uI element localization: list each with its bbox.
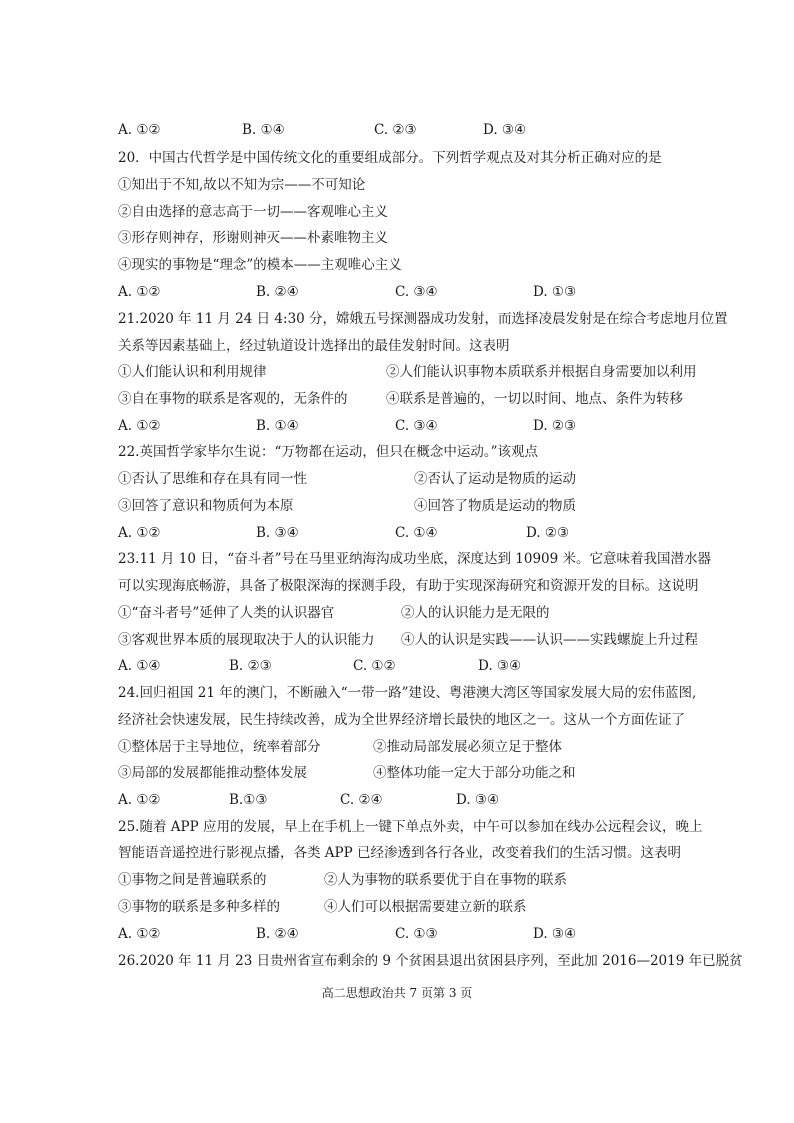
q19-option-d: D. ③④ bbox=[483, 122, 527, 138]
q21-item-1: ①人们能认识和利用规律 bbox=[118, 364, 267, 380]
q22-item-2: ②否认了运动是物质的运动 bbox=[414, 471, 576, 487]
q22-option-b: B. ③④ bbox=[256, 525, 299, 541]
q22-stem: 22.英国哲学家毕尔生说：“万物都在运动，但只在概念中运动。”该观点 bbox=[118, 444, 539, 460]
q21-item-4: ④联系是普遍的，一切以时间、地点、条件为转移 bbox=[386, 391, 683, 407]
q20-item-2: ②自由选择的意志高于一切——客观唯心主义 bbox=[118, 204, 388, 220]
q20-item-3: ③形存则神存，形谢则神灭——朴素唯物主义 bbox=[118, 230, 388, 246]
q24-option-b: B.①③ bbox=[229, 792, 268, 808]
page-footer: 高二思想政治共 7 页第 3 页 bbox=[321, 986, 473, 1000]
q23-option-d: D. ③④ bbox=[478, 658, 522, 674]
q24-item-4: ④整体功能一定大于部分功能之和 bbox=[373, 765, 576, 781]
q22-option-c: C. ①④ bbox=[395, 525, 438, 541]
q23-item-1: ①“奋斗者号”延伸了人类的认识器官 bbox=[118, 605, 335, 621]
q25-item-3: ③事物的联系是多种多样的 bbox=[118, 899, 280, 915]
q20-stem: 20．中国古代哲学是中国传统文化的重要组成部分。下列哲学观点及对其分析正确对应的是 bbox=[118, 150, 662, 166]
q22-item-4: ④回答了物质是运动的物质 bbox=[414, 498, 576, 514]
q21-option-c: C. ③④ bbox=[395, 418, 438, 434]
q21-item-2: ②人们能认识事物本质联系并根据自身需要加以利用 bbox=[386, 364, 697, 380]
q19-option-a: A. ①② bbox=[118, 122, 161, 138]
q25-stem-line-2: 智能语音遥控进行影视点播，各类 APP 已经渗透到各行各业，改变着我们的生活习惯。这表明 bbox=[118, 845, 681, 861]
q20-option-b: B. ②④ bbox=[256, 284, 299, 300]
q25-option-c: C. ①③ bbox=[395, 926, 438, 942]
q25-option-a: A. ①② bbox=[118, 926, 161, 942]
q20-option-c: C. ③④ bbox=[395, 284, 438, 300]
q25-item-1: ①事物之间是普遍联系的 bbox=[118, 872, 267, 888]
q23-item-4: ④人的认识是实践——认识——实践螺旋上升过程 bbox=[401, 632, 698, 648]
q23-option-c: C. ①② bbox=[353, 658, 396, 674]
q25-option-b: B. ②④ bbox=[256, 926, 299, 942]
q21-option-d: D. ②③ bbox=[533, 418, 577, 434]
q22-option-a: A. ①② bbox=[118, 525, 161, 541]
q21-item-3: ③自在事物的联系是客观的，无条件的 bbox=[118, 391, 348, 407]
q26-stem: 26.2020 年 11 月 23 日贵州省宣布剩余的 9 个贫困县退出贫困县序列，至此加 2016—2019 年已脱贫 bbox=[118, 953, 743, 969]
q22-item-3: ③回答了意识和物质何为本原 bbox=[118, 498, 294, 514]
q24-stem-line-2: 经济社会快速发展，民生持续改善，成为全世界经济增长最快的地区之一。这从一个方面佐证了 bbox=[118, 712, 685, 728]
q24-option-d: D. ③④ bbox=[456, 792, 500, 808]
q19-option-b: B. ①④ bbox=[242, 122, 285, 138]
q23-option-b: B. ②③ bbox=[229, 658, 272, 674]
q20-option-d: D. ①③ bbox=[533, 284, 577, 300]
q19-option-c: C. ②③ bbox=[374, 122, 417, 138]
q24-option-a: A. ①② bbox=[118, 792, 161, 808]
q23-stem-line-1: 23.11 月 10 日，“奋斗者”号在马里亚纳海沟成功坐底，深度达到 10909 米。它意味着我国潜水器 bbox=[118, 551, 712, 567]
q20-item-4: ④现实的事物是“理念”的模本——主观唯心主义 bbox=[118, 257, 402, 273]
q20-item-1: ①知出于不知,故以不知为宗——不可知论 bbox=[118, 177, 366, 193]
q24-option-c: C. ②④ bbox=[340, 792, 383, 808]
q25-option-d: D. ③④ bbox=[533, 926, 577, 942]
q21-stem-line-2: 关系等因素基础上，经过轨道设计选择出的最佳发射时间。这表明 bbox=[118, 338, 510, 354]
q21-option-a: A. ①② bbox=[118, 418, 161, 434]
q23-item-3: ③客观世界本质的展现取决于人的认识能力 bbox=[118, 632, 375, 648]
q21-stem-line-1: 21.2020 年 11 月 24 日 4:30 分，嫦娥五号探测器成功发射，而选择凌晨发射是在综合考虑地月位置 bbox=[118, 311, 728, 327]
q24-item-2: ②推动局部发展必须立足于整体 bbox=[373, 739, 562, 755]
q22-option-d: D. ②③ bbox=[526, 525, 570, 541]
q24-item-3: ③局部的发展都能推动整体发展 bbox=[118, 765, 307, 781]
q22-item-1: ①否认了思维和存在具有同一性 bbox=[118, 471, 307, 487]
q23-item-2: ②人的认识能力是无限的 bbox=[401, 605, 550, 621]
q25-item-4: ④人们可以根据需要建立新的联系 bbox=[324, 899, 527, 915]
q24-item-1: ①整体居于主导地位，统率着部分 bbox=[118, 739, 321, 755]
q20-option-a: A. ①② bbox=[118, 284, 161, 300]
q25-stem-line-1: 25.随着 APP 应用的发展，早上在手机上一键下单点外卖，中午可以参加在线办公远程会议，晚上 bbox=[118, 819, 703, 835]
q23-stem-line-2: 可以实现海底畅游，具备了极限深海的探测手段，有助于实现深海研究和资源开发的目标。这说明 bbox=[118, 578, 699, 594]
q25-item-2: ②人为事物的联系要优于自在事物的联系 bbox=[324, 872, 567, 888]
q24-stem-line-1: 24.回归祖国 21 年的澳门，不断融入“一带一路”建设、粤港澳大湾区等国家发展大局的宏伟蓝图, bbox=[118, 685, 697, 701]
q23-option-a: A. ①④ bbox=[118, 658, 161, 674]
q21-option-b: B. ①④ bbox=[256, 418, 299, 434]
